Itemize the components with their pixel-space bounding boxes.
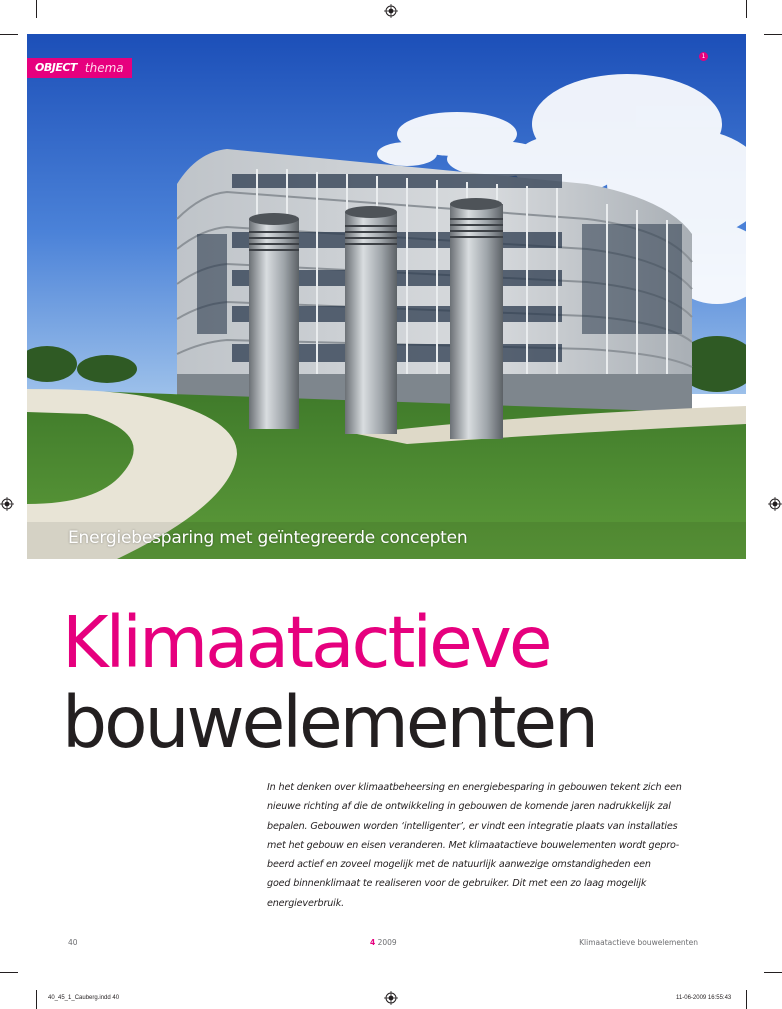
page-number: 40 — [68, 938, 78, 947]
crop-mark-icon — [36, 0, 37, 18]
section-tag: thema — [83, 58, 132, 78]
registration-mark-icon — [384, 991, 398, 1005]
crop-mark-icon — [0, 972, 18, 973]
registration-mark-icon — [384, 4, 398, 18]
article-subtitle: Energiebesparing met geïntegreerde concepten — [68, 528, 468, 548]
crop-mark-icon — [746, 0, 747, 18]
hero-photo — [27, 34, 746, 559]
crop-mark-icon — [0, 34, 18, 35]
intro-line: beerd actief en zoveel mogelijk met de natuurlijk aanwezige omstandigheden een — [267, 859, 651, 871]
intro-line: goed binnenklimaat te realiseren voor de gebruiker. Dit met een zo laag mogelijk — [267, 878, 647, 890]
issue-year: 2009 — [377, 938, 397, 947]
issue-label — [370, 938, 397, 947]
intro-line: bepalen. Gebouwen worden ‘intelligenter’, er vindt een integratie plaats van installaties — [267, 820, 678, 832]
slug-timestamp: 11-06-2009 16:55:43 — [676, 995, 732, 1001]
article-title-line-1: Klimaatactieve — [62, 601, 550, 684]
article-title-line-2: bouwelementen — [62, 681, 597, 764]
issue-number: 4 — [370, 938, 376, 947]
crop-mark-icon — [746, 990, 747, 1009]
crop-mark-icon — [764, 972, 782, 973]
photo-badge: 1 — [699, 52, 708, 61]
registration-mark-icon — [0, 497, 14, 511]
intro-line: met het gebouw en eisen veranderen. Met klimaatactieve bouwelementen wordt gepro- — [267, 839, 680, 851]
brand-tag — [27, 58, 132, 78]
running-footer-title: Klimaatactieve bouwelementen — [579, 938, 698, 947]
intro-line: In het denken over klimaatbeheersing en energiebesparing in gebouwen tekent zich een — [267, 782, 682, 793]
intro-paragraph — [267, 778, 707, 913]
slug-filename: 40_45_1_Cauberg.indd 40 — [48, 995, 120, 1001]
crop-mark-icon — [36, 990, 37, 1009]
intro-line: nieuwe richting af die de ontwikkeling in gebouwen de komende jaren nadrukkelijk zal — [267, 801, 671, 813]
brand-logo: OBJECT — [27, 58, 83, 78]
registration-mark-icon — [768, 497, 782, 511]
crop-mark-icon — [764, 34, 782, 35]
intro-line: energieverbruik. — [267, 897, 344, 909]
